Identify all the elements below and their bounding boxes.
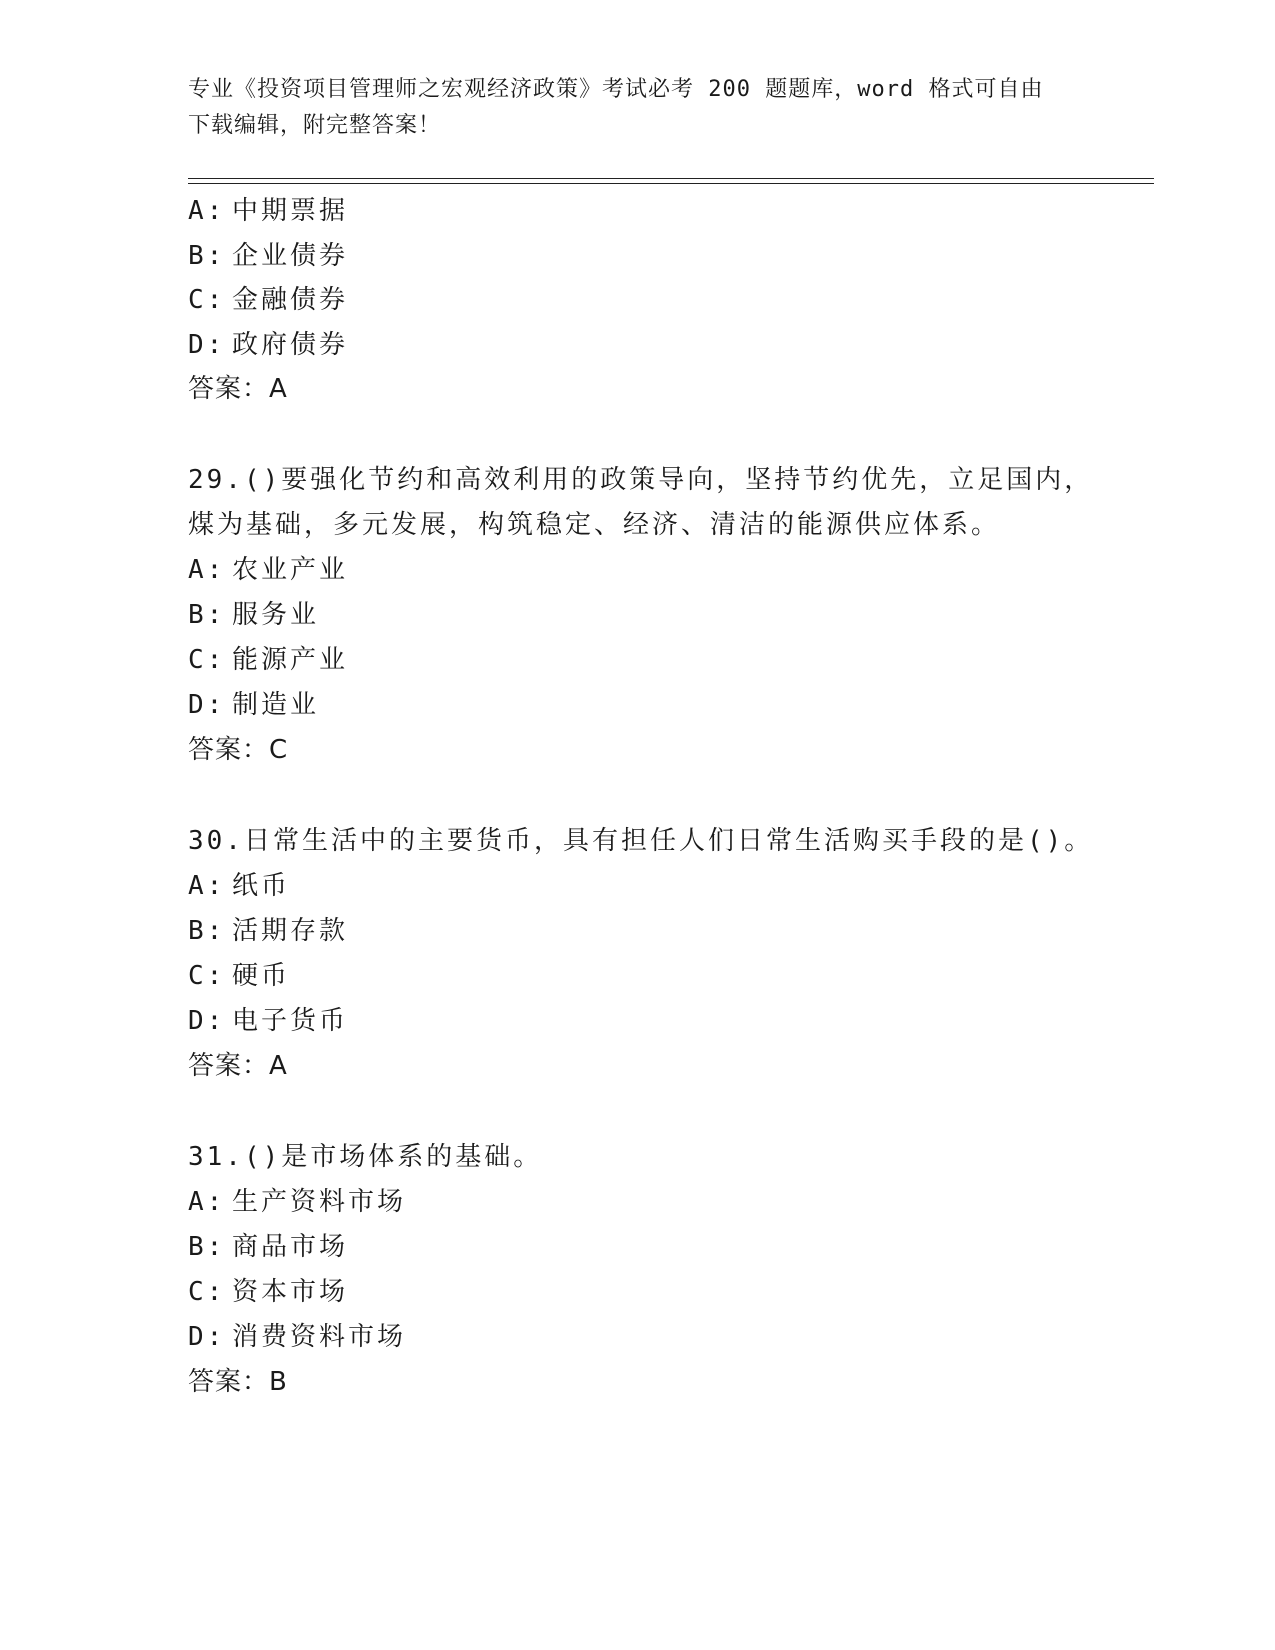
q30-option-c: C: 硬币 (188, 961, 291, 991)
q29-option-c: C: 能源产业 (188, 645, 349, 675)
header-divider-top (188, 178, 1154, 179)
q29-answer: 答案：C (188, 735, 289, 765)
q28-option-b: B: 企业债券 (188, 241, 349, 271)
q28-option-c: C: 金融债券 (188, 285, 349, 315)
header-line-2: 下载编辑，附完整答案！ (188, 113, 442, 138)
q29-option-b: B: 服务业 (188, 600, 320, 630)
q30-option-d: D: 电子货币 (188, 1006, 349, 1036)
q30-option-a: A: 纸币 (188, 871, 291, 901)
q31-answer: 答案：B (188, 1367, 288, 1397)
q28-option-d: D: 政府债券 (188, 330, 349, 360)
q29-stem-line-1: 29.()要强化节约和高效利用的政策导向，坚持节约优先，立足国内， (188, 465, 1094, 495)
q29-option-a: A: 农业产业 (188, 555, 349, 585)
q30-answer: 答案：A (188, 1051, 288, 1081)
header-line-1: 专业《投资项目管理师之宏观经济政策》考试必考 200 题题库，word 格式可自由 (188, 77, 1044, 102)
q31-option-b: B: 商品市场 (188, 1232, 349, 1262)
q29-option-d: D: 制造业 (188, 690, 320, 720)
q28-answer: 答案：A (188, 374, 288, 404)
q31-stem: 31.()是市场体系的基础。 (188, 1142, 543, 1172)
q31-option-d: D: 消费资料市场 (188, 1322, 407, 1352)
document-header (188, 72, 1088, 144)
q31-option-a: A: 生产资料市场 (188, 1187, 407, 1217)
q31-option-c: C: 资本市场 (188, 1277, 349, 1307)
q29-stem-line-2: 煤为基础，多元发展，构筑稳定、经济、清洁的能源供应体系。 (188, 510, 1001, 540)
q28-option-a: A: 中期票据 (188, 196, 349, 226)
header-divider-bottom (188, 183, 1154, 184)
q30-stem: 30.日常生活中的主要货币，具有担任人们日常生活购买手段的是()。 (188, 826, 1094, 856)
q30-option-b: B: 活期存款 (188, 916, 349, 946)
